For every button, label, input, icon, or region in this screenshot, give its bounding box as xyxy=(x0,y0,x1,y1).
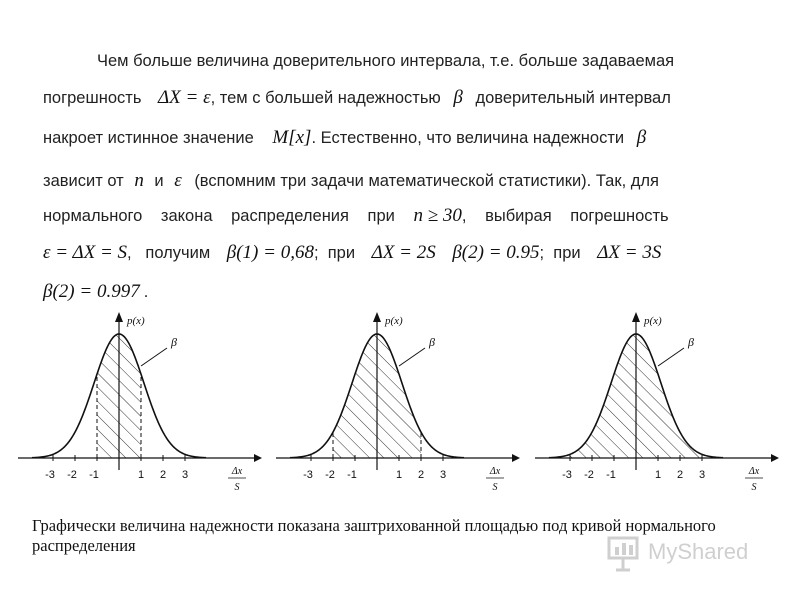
x-axis-label-denominator: S xyxy=(751,482,757,493)
text: (вспомним три задачи математической статистики). Так, для xyxy=(194,172,659,190)
x-axis-arrow xyxy=(512,454,520,462)
x-tick-label: 1 xyxy=(395,469,403,481)
text: . Естественно, что величина надежности xyxy=(311,129,625,147)
paragraph-line-3 xyxy=(43,127,646,149)
x-tick-label: 1 xyxy=(654,469,662,481)
normal-curve-graph xyxy=(18,308,283,498)
y-axis-arrow xyxy=(373,312,381,322)
x-axis-label-denominator: S xyxy=(234,482,240,493)
caption: Графически величина надежности показана заштрихованной площадью под кривой нормального распределения xyxy=(32,516,716,555)
x-axis-arrow xyxy=(771,454,779,462)
x-tick-label: -1 xyxy=(89,469,99,481)
beta-leader-line xyxy=(658,348,684,366)
normal-curve-graph xyxy=(276,308,541,498)
text: . xyxy=(143,283,149,301)
text: ; при xyxy=(313,244,356,262)
math-formula: ΔX = 2S xyxy=(371,242,436,263)
x-tick-label: 3 xyxy=(439,469,447,481)
paragraph-line-7 xyxy=(43,281,148,303)
x-tick-label: 1 xyxy=(137,469,145,481)
text: , выбирая погрешность xyxy=(461,207,669,225)
paragraph-line-1 xyxy=(97,52,674,71)
x-tick-label: -2 xyxy=(325,469,335,481)
beta-label: β xyxy=(429,335,435,349)
watermark xyxy=(606,534,776,574)
x-tick-label: 3 xyxy=(181,469,189,481)
y-axis-label: p(x) xyxy=(127,315,145,327)
x-axis-label-denominator: S xyxy=(492,482,498,493)
paragraph-line-4 xyxy=(43,170,659,192)
text: нормального закона распределения при xyxy=(43,207,395,225)
normal-curve-graph xyxy=(535,308,800,498)
text: зависит от xyxy=(43,172,124,190)
beta-label: β xyxy=(688,335,694,349)
x-axis-label-numerator: Δx xyxy=(748,466,760,477)
text: , получим xyxy=(127,244,211,262)
x-tick-label: -2 xyxy=(67,469,77,481)
y-axis-arrow xyxy=(115,312,123,322)
math-epsilon: ε xyxy=(174,170,182,191)
text: накроет истинное значение xyxy=(43,129,254,147)
beta-leader-line xyxy=(141,348,167,366)
y-axis-label: p(x) xyxy=(644,315,662,327)
x-tick-label: 3 xyxy=(698,469,706,481)
paragraph-line-6 xyxy=(43,242,661,264)
x-tick-label: 2 xyxy=(417,469,425,481)
text: , тем с большей надежностью xyxy=(210,89,441,107)
y-axis-arrow xyxy=(632,312,640,322)
x-tick-label: -3 xyxy=(303,469,313,481)
presentation-board-icon xyxy=(606,534,642,572)
x-axis-label-numerator: Δx xyxy=(231,466,243,477)
math-formula: β(2) = 0.95 xyxy=(452,242,540,263)
x-tick-label: 2 xyxy=(159,469,167,481)
x-axis-label-numerator: Δx xyxy=(489,466,501,477)
text: ; при xyxy=(539,244,581,262)
beta-label: β xyxy=(171,335,177,349)
text: Чем больше величина доверительного интервала, т.е. больше задаваемая xyxy=(97,52,675,70)
math-formula: ΔX = ε xyxy=(158,87,211,108)
x-tick-label: -3 xyxy=(45,469,55,481)
math-formula: M[x] xyxy=(272,127,312,148)
x-tick-label: -2 xyxy=(584,469,594,481)
math-formula: ΔX = 3S xyxy=(597,242,662,263)
graph-sigma-3 xyxy=(535,308,800,498)
text: доверительный интервал xyxy=(475,89,671,107)
x-tick-label: -1 xyxy=(606,469,616,481)
x-tick-label: -1 xyxy=(347,469,357,481)
math-beta: β xyxy=(453,87,463,108)
math-formula: β(2) = 0.997 xyxy=(43,281,140,302)
text: и xyxy=(154,172,164,190)
math-formula: n ≥ 30 xyxy=(413,205,462,226)
x-tick-label: 2 xyxy=(676,469,684,481)
paragraph-line-2 xyxy=(43,87,671,109)
y-axis-label: p(x) xyxy=(385,315,403,327)
graph-sigma-1 xyxy=(18,308,283,498)
text: погрешность xyxy=(43,89,142,107)
graph-sigma-2 xyxy=(276,308,541,498)
math-formula: ε = ΔX = S xyxy=(43,242,128,263)
math-n: n xyxy=(134,170,144,191)
watermark-text: MyShared xyxy=(648,539,749,564)
x-tick-label: -3 xyxy=(562,469,572,481)
paragraph-line-5 xyxy=(43,205,669,227)
math-beta: β xyxy=(636,127,647,148)
beta-leader-line xyxy=(399,348,425,366)
x-axis-arrow xyxy=(254,454,262,462)
math-formula: β(1) = 0,68 xyxy=(226,242,314,263)
